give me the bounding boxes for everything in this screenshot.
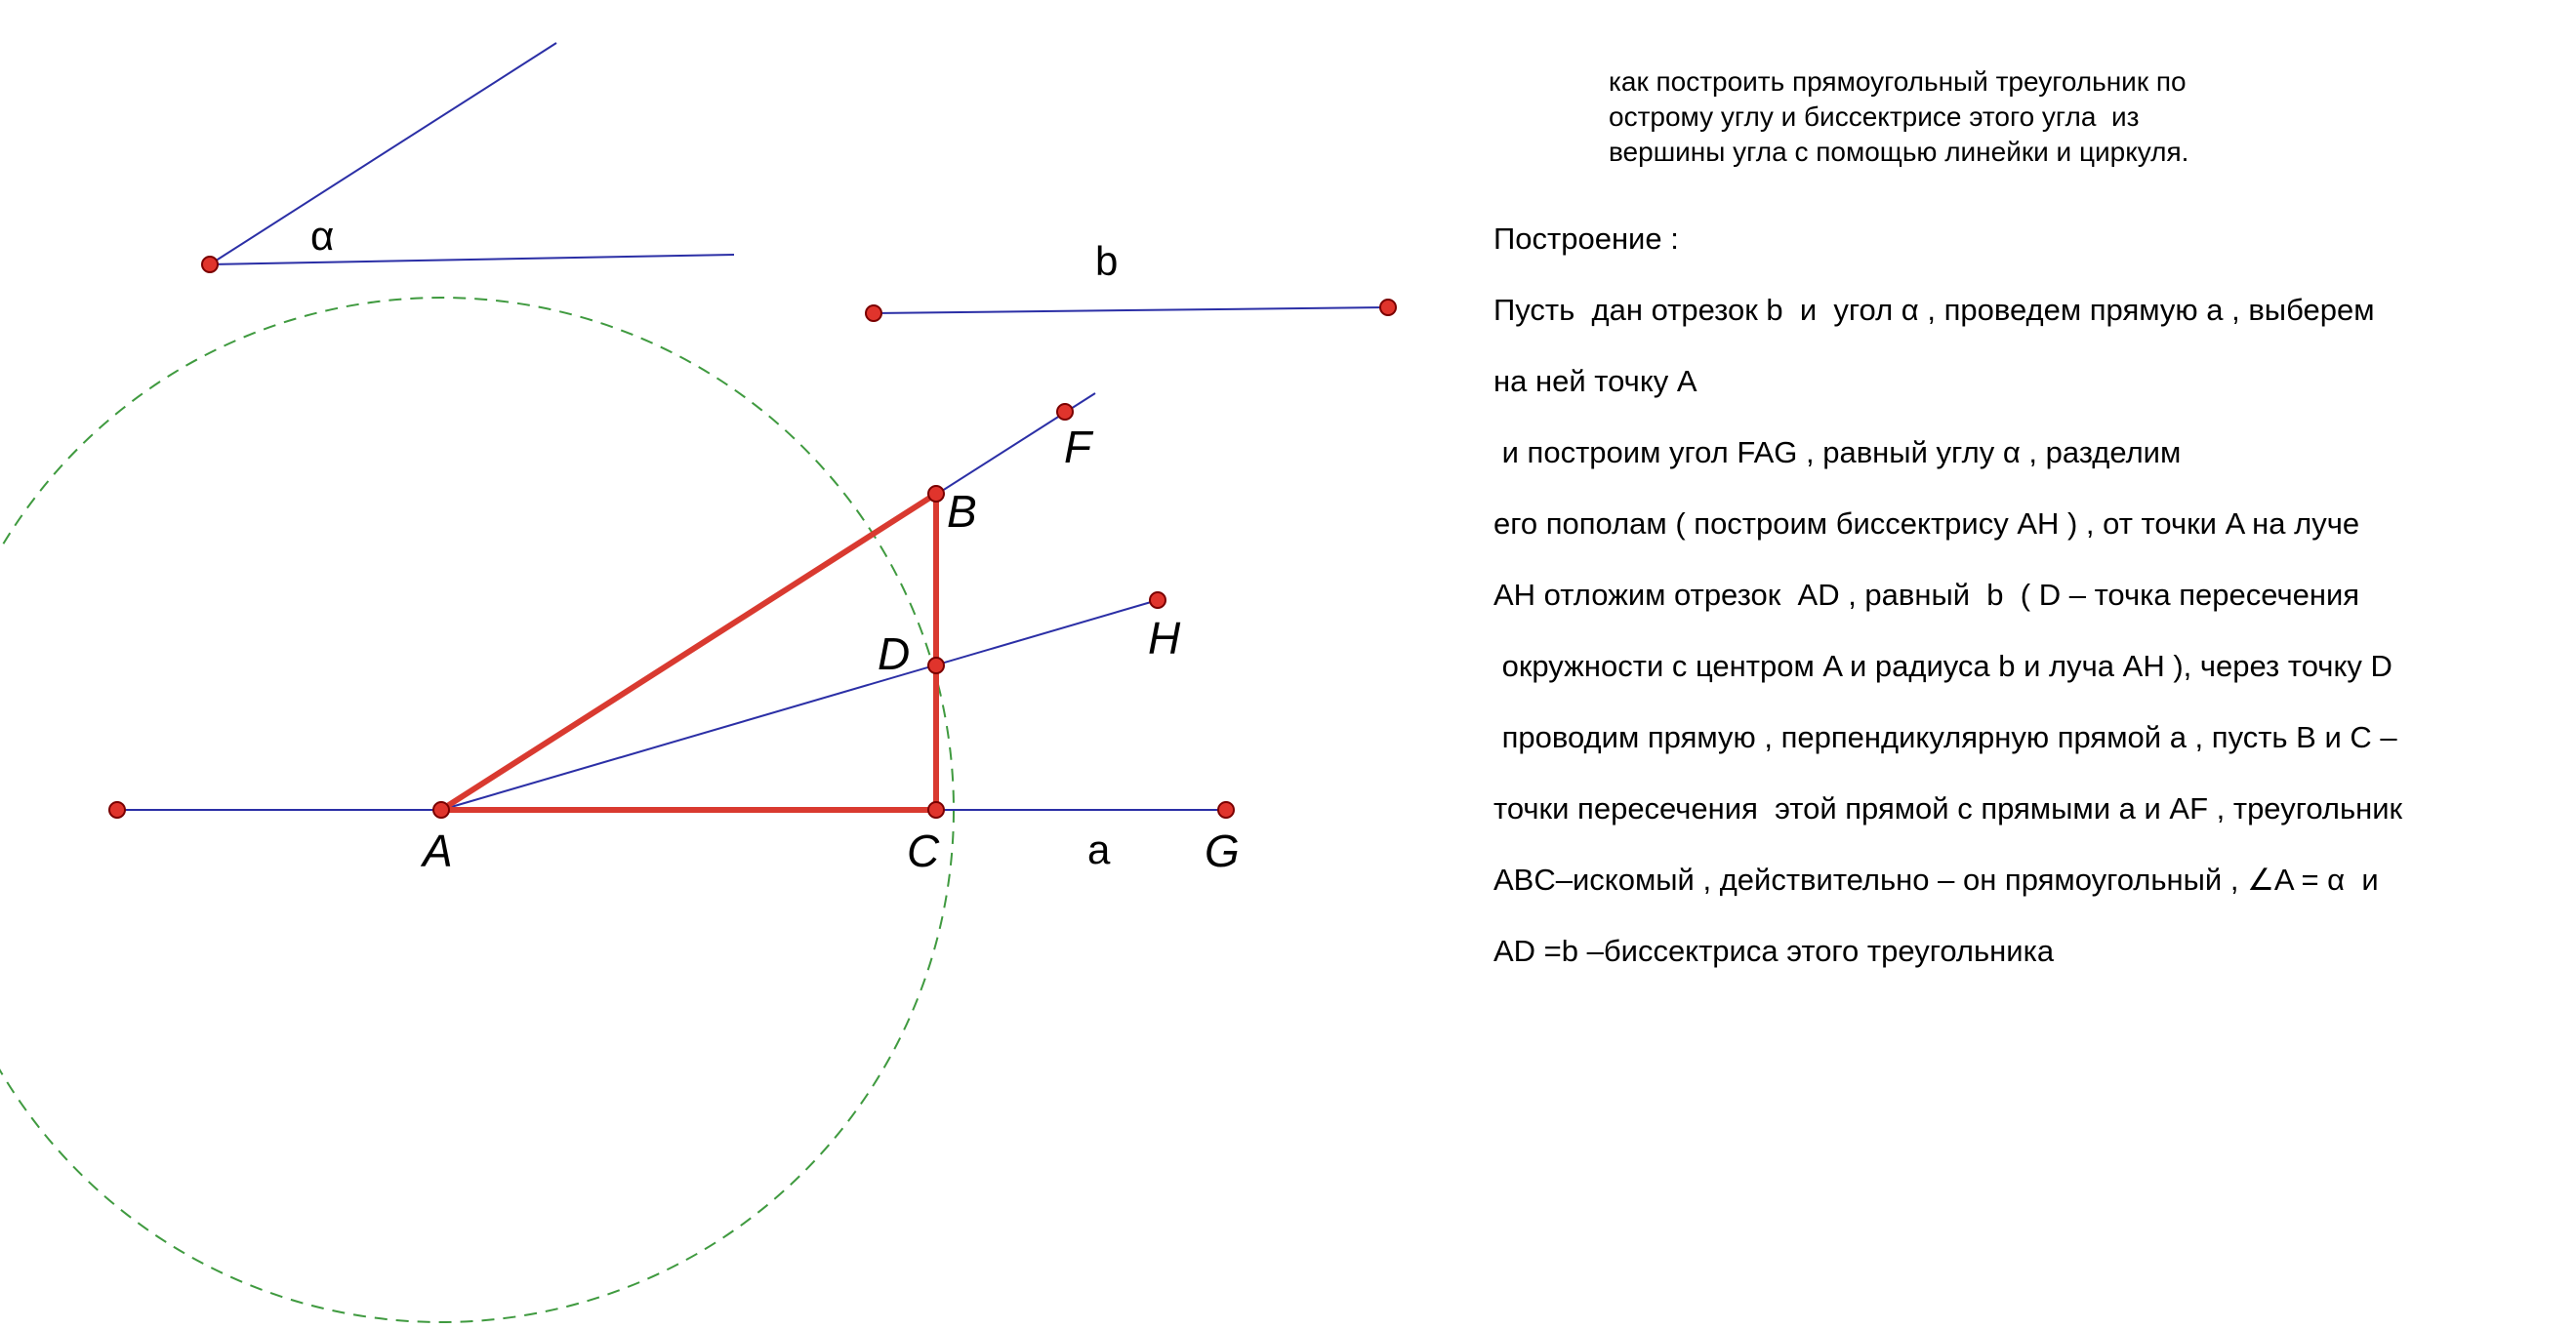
construction-line: Пусть дан отрезок b и угол α , проведем прямую a , выберем	[1493, 293, 2375, 327]
label-segment-b: b	[1095, 238, 1119, 284]
construction-description	[1493, 217, 2567, 1000]
task-line: вершины угла с помощью линейки и циркуля.	[1609, 137, 2189, 167]
point-f[interactable]	[1057, 404, 1073, 420]
label-point-f: F	[1064, 422, 1092, 472]
point-h[interactable]	[1150, 592, 1165, 608]
construction-heading: Построение :	[1493, 222, 1679, 256]
task-line: острому углу и биссектрисе этого угла из	[1609, 101, 2140, 132]
construction-line: точки пересечения этой прямой с прямыми a и AF , треугольник	[1493, 791, 2403, 826]
label-point-d: D	[878, 628, 911, 679]
label-point-g: G	[1205, 826, 1240, 876]
point-g[interactable]	[1218, 802, 1234, 818]
point-b-left-end[interactable]	[866, 305, 881, 321]
point-d[interactable]	[928, 658, 944, 673]
angle-alpha-ray-lower	[210, 255, 734, 264]
construction-line: окружности с центром A и радиуса b и луча AH ), через точку D	[1493, 649, 2392, 683]
point-line-a-left-end[interactable]	[109, 802, 125, 818]
label-point-c: C	[907, 826, 940, 876]
point-alpha-vertex[interactable]	[202, 257, 218, 272]
triangle-abc	[441, 494, 936, 810]
label-line-a: a	[1087, 826, 1111, 872]
point-b[interactable]	[928, 486, 944, 502]
angle-alpha-ray-upper	[210, 43, 556, 264]
task-line: как построить прямоугольный треугольник по	[1609, 66, 2187, 97]
construction-line: AD =b –биссектриса этого треугольника	[1493, 934, 2055, 968]
construction-line: и построим угол FAG , равный углу α , разделим	[1493, 435, 2182, 469]
label-point-a: A	[423, 826, 453, 876]
task-statement	[1609, 64, 2311, 170]
label-point-b: B	[947, 486, 977, 537]
construction-line: AH отложим отрезок AD , равный b ( D – точка пересечения	[1493, 578, 2360, 612]
segment-b	[874, 307, 1388, 313]
construction-line: на ней точку A	[1493, 364, 1697, 398]
label-alpha: α	[310, 213, 335, 259]
point-c[interactable]	[928, 802, 944, 818]
construction-line: ABC–искомый , действительно – он прямоугольный , ∠A = α и	[1493, 863, 2379, 897]
construction-line: его пополам ( построим биссектрису AH ) , от точки A на луче	[1493, 506, 2360, 541]
bisector-ah	[441, 600, 1158, 810]
point-b-right-end[interactable]	[1380, 300, 1396, 315]
label-point-h: H	[1148, 613, 1181, 664]
construction-line: проводим прямую , перпендикулярную прямой a , пусть B и C –	[1493, 720, 2397, 754]
point-a[interactable]	[433, 802, 449, 818]
